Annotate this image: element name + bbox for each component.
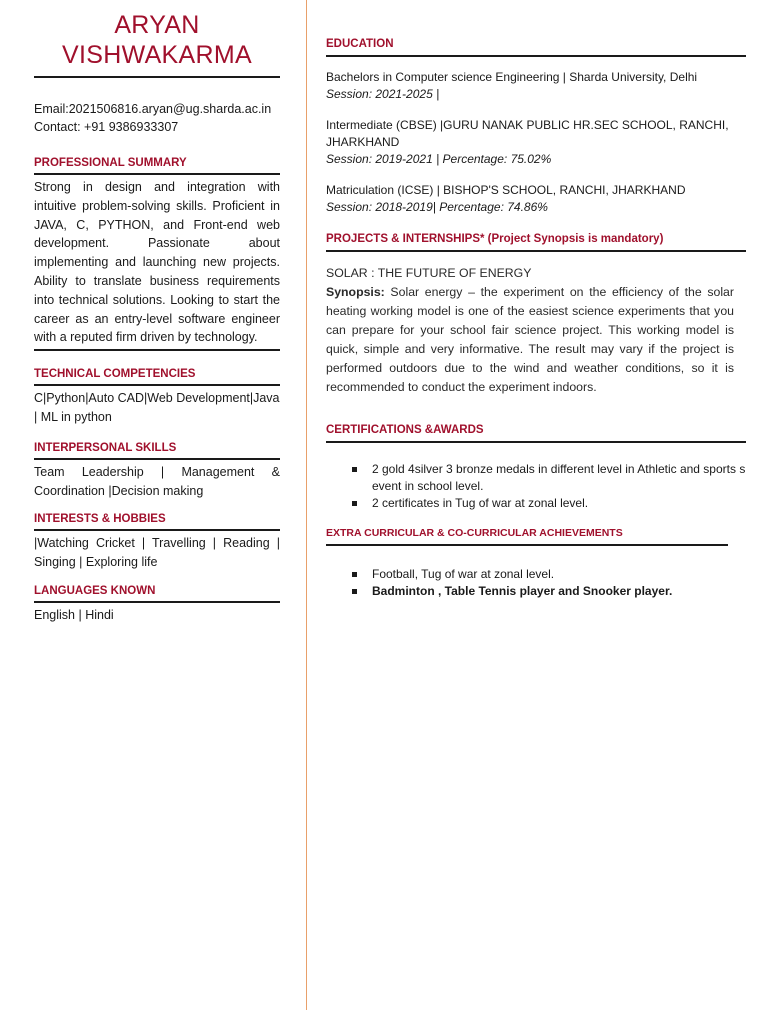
synopsis-text: Solar energy – the experiment on the efficiency of the solar heating working model is one of the easiest science experiments that you can prepare for your school fair science project. This working model is quick, simple and very informative. The result may vary if the project is performed outdoors due to the wind and weather conditions, so it is recommended to conduct the experiment indoors.	[326, 285, 734, 394]
certifications-title: CERTIFICATIONS &AWARDS	[326, 423, 746, 443]
projects-section	[326, 232, 746, 397]
interests-title: INTERESTS & HOBBIES	[34, 512, 280, 531]
education-degree: Bachelors in Computer science Engineering | Sharda University, Delhi	[326, 70, 698, 84]
name-line-2: VISHWAKARMA	[62, 41, 252, 69]
synopsis-label: Synopsis:	[326, 285, 385, 299]
education-item	[326, 117, 746, 168]
languages-text: English | Hindi	[34, 607, 114, 622]
education-session: Session: 2021-2025 |	[326, 87, 440, 101]
right-column	[326, 37, 746, 600]
phone-text: Contact: +91 9386933307	[34, 120, 179, 134]
certifications-section	[326, 423, 746, 512]
education-item	[326, 69, 746, 103]
education-title: EDUCATION	[326, 37, 746, 57]
candidate-name	[34, 10, 280, 70]
languages-section	[34, 584, 280, 625]
technical-section	[34, 367, 280, 427]
extracurricular-section	[326, 526, 728, 600]
project-synopsis	[326, 283, 734, 397]
education-item	[326, 182, 746, 216]
summary-title: PROFESSIONAL SUMMARY	[34, 156, 280, 175]
certifications-list	[326, 461, 768, 512]
education-degree: Intermediate (CBSE) |GURU NANAK PUBLIC HR.SEC SCHOOL, RANCHI, JHARKHAND	[326, 118, 729, 149]
interpersonal-text: Team Leadership | Management & Coordination |Decision making	[34, 464, 280, 498]
extracurricular-title: EXTRA CURRICULAR & CO-CURRICULAR ACHIEVEMENTS	[326, 526, 728, 546]
summary-section	[34, 156, 280, 351]
education-session: Session: 2018-2019| Percentage: 74.86%	[326, 200, 548, 214]
name-underline	[34, 76, 280, 78]
name-line-1: ARYAN	[114, 11, 200, 39]
interests-section	[34, 512, 280, 572]
project-title: SOLAR : THE FUTURE OF ENERGY	[326, 266, 532, 280]
list-item: 2 certificates in Tug of war at zonal level.	[352, 495, 768, 512]
list-item: 2 gold 4silver 3 bronze medals in different level in Athletic and sports s event in school level.	[352, 461, 768, 495]
contact-block	[34, 100, 280, 136]
interests-text: |Watching Cricket | Travelling | Reading | Singing | Exploring life	[34, 536, 280, 570]
left-column	[34, 10, 280, 625]
technical-title: TECHNICAL COMPETENCIES	[34, 367, 280, 386]
interpersonal-title: INTERPERSONAL SKILLS	[34, 441, 280, 460]
education-section	[326, 37, 746, 216]
education-degree: Matriculation (ICSE) | BISHOP'S SCHOOL, RANCHI, JHARKHAND	[326, 183, 686, 197]
projects-title: PROJECTS & INTERNSHIPS* (Project Synopsis is mandatory)	[326, 232, 746, 252]
list-item: Badminton , Table Tennis player and Snooker player.	[352, 583, 728, 600]
list-item: Football, Tug of war at zonal level.	[352, 566, 728, 583]
summary-text: Strong in design and integration with intuitive problem-solving skills. Proficient in JAVA, C, PYTHON, and Front-end web development. Passionate about implementing and launching new projects. Ability to translate business requirements into technical solutions. Looking to start the career as an entry-level software engineer with a reputed firm driven by technology.	[34, 180, 280, 345]
project-entry	[326, 264, 746, 397]
interpersonal-section	[34, 441, 280, 501]
column-divider	[306, 0, 307, 1010]
education-session: Session: 2019-2021 | Percentage: 75.02%	[326, 152, 552, 166]
summary-bottom-rule	[34, 349, 280, 351]
technical-text: C|Python|Auto CAD|Web Development|Java | ML in python	[34, 391, 280, 424]
extracurricular-list	[326, 566, 728, 600]
languages-title: LANGUAGES KNOWN	[34, 584, 280, 603]
email-text[interactable]: Email:2021506816.aryan@ug.sharda.ac.in	[34, 102, 272, 116]
